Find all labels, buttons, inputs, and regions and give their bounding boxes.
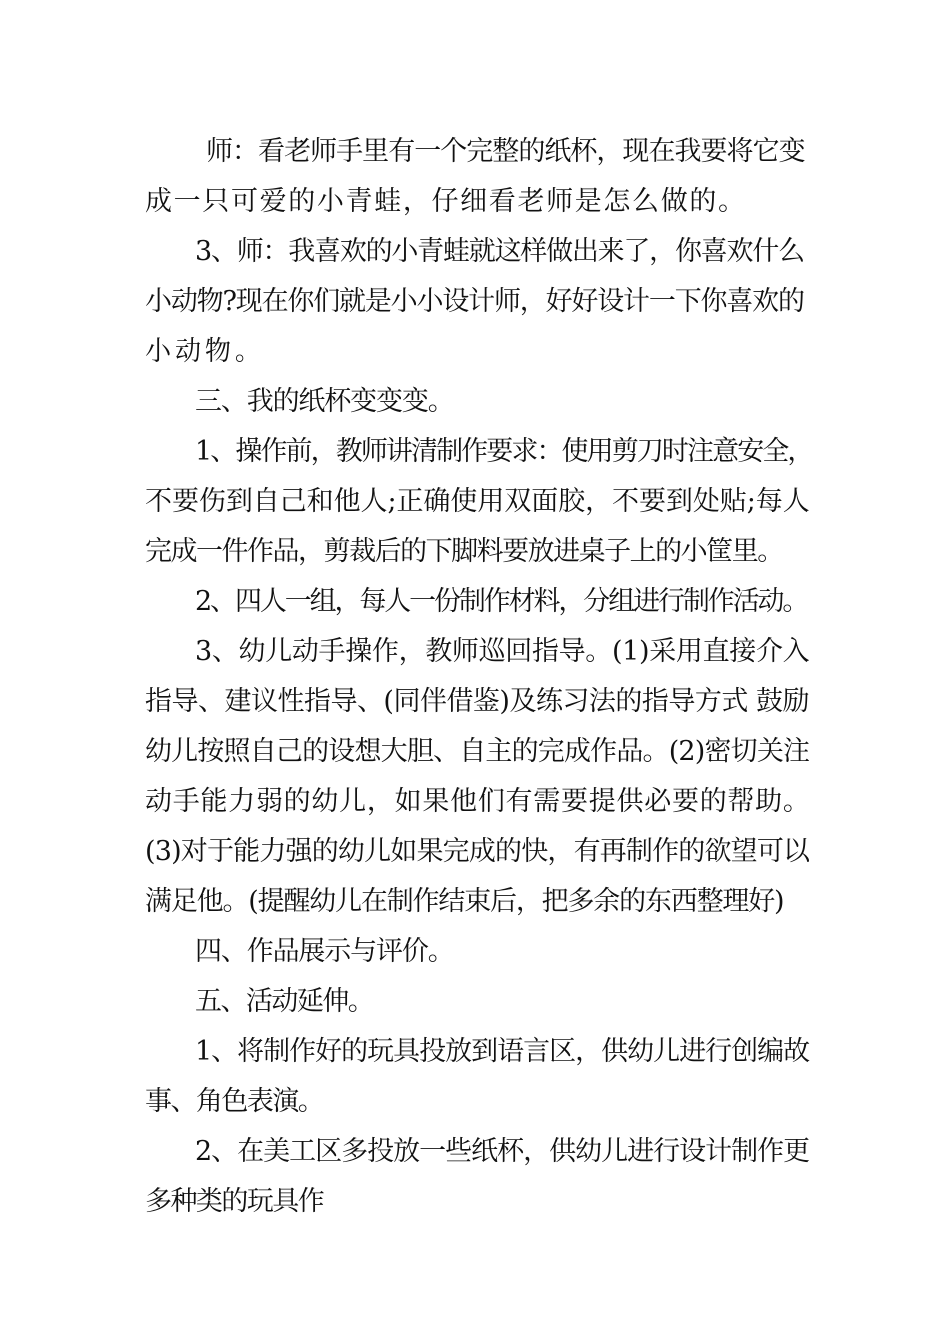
text-line: (3)对于能力强的幼儿如果完成的快，有再制作的欲望可以: [145, 836, 810, 867]
text-line: 动手能力弱的幼儿，如果他们有需要提供必要的帮助。: [145, 786, 811, 817]
text-line: 满足他。(提醒幼儿在制作结束后，把多余的东西整理好): [145, 886, 784, 917]
text-line: 幼儿按照自己的设想大胆、自主的完成作品。(2)密切关注: [145, 736, 810, 767]
text-line: 1、将制作好的玩具投放到语言区，供幼儿进行创编故: [195, 1036, 810, 1067]
section-heading: 五、活动延伸。: [195, 986, 374, 1017]
text-line: 2、四人一组，每人一份制作材料，分组进行制作活动。: [195, 586, 808, 617]
text-line: 完成一件作品，剪裁后的下脚料要放进桌子上的小筐里。: [145, 536, 783, 567]
text-line: 1、操作前，教师讲清制作要求：使用剪刀时注意安全，: [195, 436, 813, 467]
text-line: 师：看老师手里有一个完整的纸杯，现在我要将它变: [206, 136, 805, 167]
text-line: 小动物?现在你们就是小小设计师，好好设计一下你喜欢的: [145, 286, 804, 317]
section-heading: 三、我的纸杯变变变。: [195, 386, 454, 417]
text-line: 事、角色表演。: [145, 1086, 324, 1117]
text-line: 2、在美工区多投放一些纸杯，供幼儿进行设计制作更: [195, 1136, 810, 1167]
text-line: 小动物。: [145, 336, 265, 367]
text-line: 不要伤到自己和他人;正确使用双面胶，不要到处贴;每人: [145, 486, 810, 517]
text-line: 3、幼儿动手操作，教师巡回指导。(1)采用直接介入: [195, 636, 810, 667]
text-line: 指导、建议性指导、(同伴借鉴)及练习法的指导方式 鼓励: [145, 686, 809, 717]
text-line: 多种类的玩具作: [145, 1186, 324, 1217]
text-line: 成一只可爱的小青蛙，仔细看老师是怎么做的。: [145, 186, 747, 217]
text-line: 3、师：我喜欢的小青蛙就这样做出来了，你喜欢什么: [195, 236, 804, 267]
section-heading: 四、作品展示与评价。: [195, 936, 454, 967]
